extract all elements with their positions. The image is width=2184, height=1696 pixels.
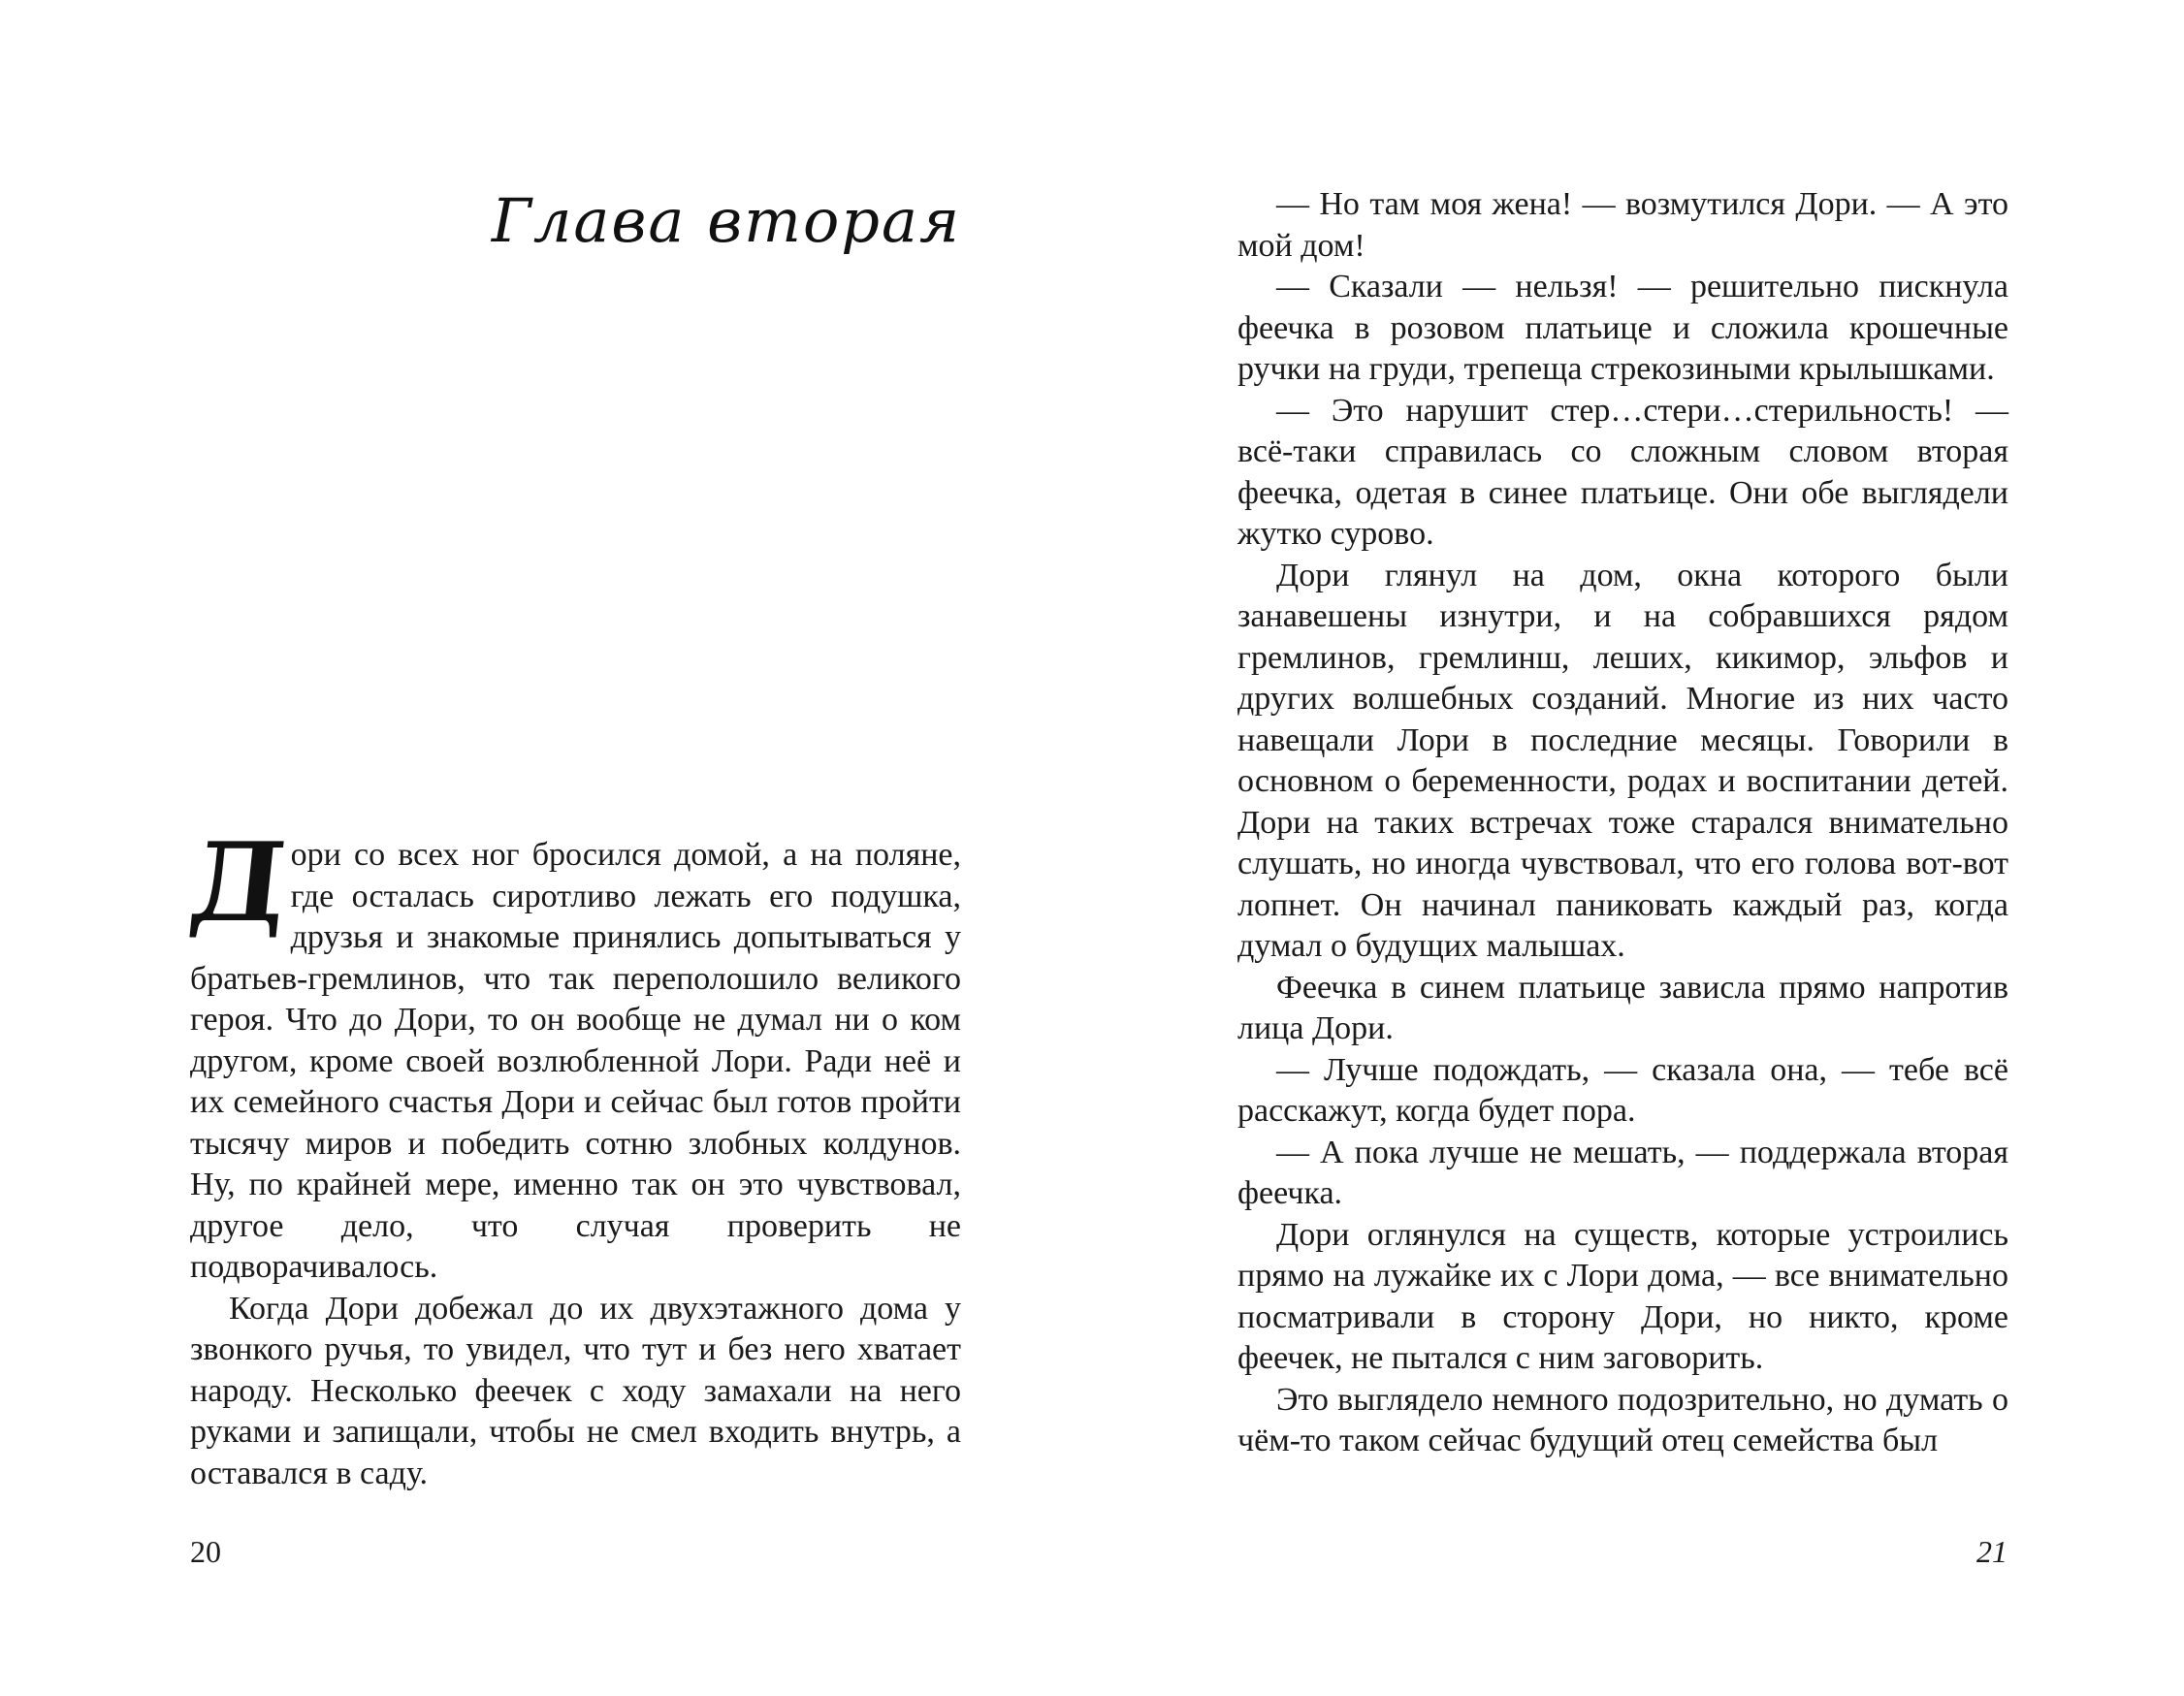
paragraph: Феечка в синем платьице зависла прямо напротив лица Дори.	[1237, 969, 2008, 1046]
chapter-title: Глава вторая	[491, 185, 961, 256]
paragraph: — Но там моя жена! — возмутился Дори. — А это мой дом!	[1237, 186, 2008, 264]
paragraph: — А пока лучше не мешать, — поддержала вторая феечка.	[1237, 1134, 2008, 1211]
paragraph	[183, 819, 961, 1289]
page-number-left: 20	[190, 1534, 221, 1569]
paragraph: — Лучше подождать, — сказала она, — тебе всё расскажут, когда будет пора.	[1237, 1051, 2008, 1129]
page-number-right: 21	[1976, 1534, 2007, 1569]
paragraph: Когда Дори добежал до их двухэтажного дома у звонкого ручья, то увидел, что тут и без него хватает народу. Несколько феечек с ходу замахали на него руками и запищали, чтобы не смел входить внутрь, а оставался в саду.	[190, 1290, 961, 1491]
paragraph: — Сказали — нельзя! — решительно пискнула феечка в розовом платьице и сложила крошечные ручки на груди, трепеща стрекозиными крылышками.	[1237, 269, 2008, 387]
right-text-block	[1237, 184, 2008, 1462]
drop-cap: Д	[183, 819, 294, 946]
paragraph: Дори оглянулся на существ, которые устроились прямо на лужайке их с Лори дома, — все внимательно посматривали в сторону Дори, но никто, кроме феечек, не пытался с ним заговорить.	[1237, 1216, 2008, 1376]
paragraph-text: ори со всех ног бросился домой, а на поляне, где осталась сиротливо лежать его подушка, друзья и знакомые принялись допытываться у братьев-гремлинов, что так переполошило великого героя. Что до Дори, то он вообще не думал ни о ком другом, кроме своей возлюбленной Лори. Ради неё и их семейного счастья Дори и сейчас был готов пройти тысячу миров и победить сотню злобных колдунов. Ну, по крайней мере, именно так он это чувствовал, другое дело, что случая проверить не подворачивалось.	[190, 837, 961, 1285]
left-text-block	[183, 819, 961, 1494]
paragraph: Это выглядело немного подозрительно, но думать о чём-то таком сейчас будущий отец семейства был	[1237, 1381, 2008, 1458]
paragraph: — Это нарушит стер…стери…стерильность! — всё-таки справилась со сложным словом вторая феечка, одетая в синее платьице. Они обе выглядели жутко сурово.	[1237, 392, 2008, 552]
paragraph: Дори глянул на дом, окна которого были занавешены изнутри, и на собравшихся рядом гремлинов, гремлинш, леших, кикимор, эльфов и других волшебных созданий. Многие из них часто навещали Лори в последние месяцы. Говорили в основном о беременности, родах и воспитании детей. Дори на таких встречах тоже старался внимательно слушать, но иногда чувствовал, что его голова вот-вот лопнет. Он начинал паниковать каждый раз, когда думал о будущих малышах.	[1237, 557, 2008, 964]
